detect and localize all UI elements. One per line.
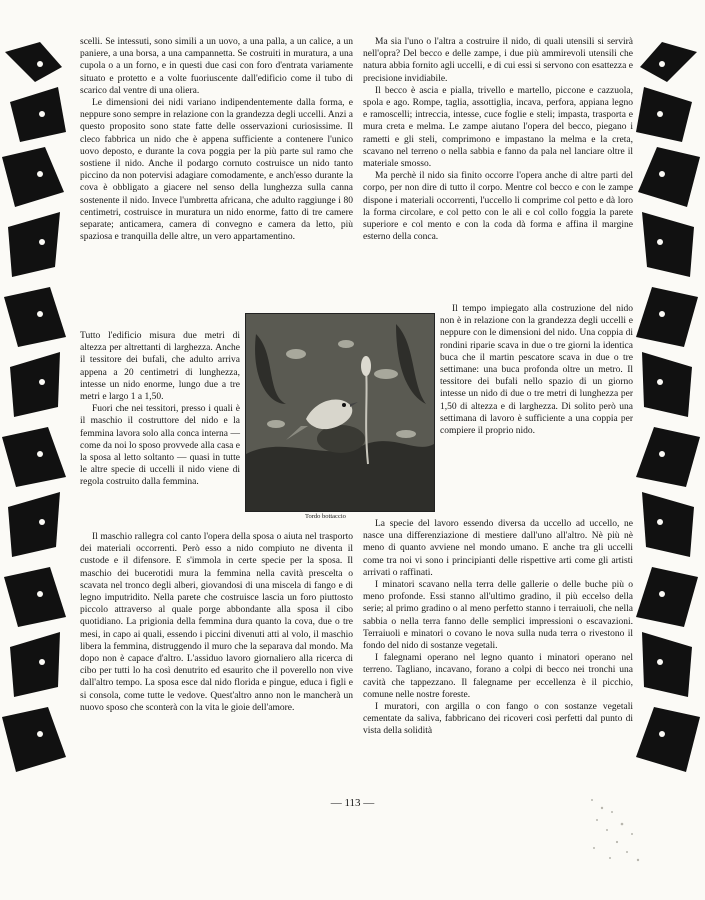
paragraph: Il becco è ascia e pialla, trivello e martello, piccone e cazzuola, spola e ago. Rompe, taglia, assottiglia, incava, perfora, appiana legno e ramoscelli; intreccia, intesse, cuce foglie e steli; impasta, trasporta e mura creta e melma. Le zampe aiutano l'opera del becco, piegano i rametti e gli steli, comprimono e impastano la melma e la creta, scavano nel terreno o nella sabbia e fanno da pala nel lanciare oltre il materiale smosso. (363, 85, 633, 170)
paragraph: Tutto l'edificio misura due metri di altezza per altrettanti di larghezza. Anche il tessitore dei bufali, che adulto arriva appena a 20 centimetri di lunghezza, intesse un nido enorme, lungo due a tre metri e largo 1 a 1,50. (80, 331, 240, 403)
faded-stamp-mark (572, 790, 652, 870)
right-column (363, 36, 633, 243)
paragraph: Ma sia l'uno o l'altra a costruire il nido, di quali utensili si servirà nell'opra? Del becco e delle zampe, i due più ammirevoli utensili che natura abbia fornito agli uccelli, e di cui essi si servono con esattezza e precisione invidiabile. (363, 37, 633, 84)
paragraph: Il maschio rallegra col canto l'opera della sposa o aiuta nel trasporto dei materiali occorrenti. Però esso a nido compiuto ne diventa il custode e il difensore. E s'immola in certe specie per la sposa. Il maschio dei bucerotidi mura la femmina nella cavità prescelta o scavata nel tronco degli alberi, giovandosi di una miscela di fango e di legno imputridito. Nella parete che costruisce lascia un foro piuttosto piccolo attraverso al quale porge abbondante alla sposa il cibo quotidiano. La prigionia della femmina dura quanto la cova, due o tre mesi, in capo ai quali, essendo i piccini divenuti atti al volo, il maschio libera la femmina, distruggendo il muro che la separava dal mondo. Ma dopo non è capace d'altro. L'assiduo lavoro giornaliero alla ricerca di cibo per tutti lo ha così denutrito ed esaurito che il poverello non vive dall'altro tempo. La sposa esce dal nido florida e pingue, educa i figli e si consola, come tutte le vedove. Quest'altro anno non le mancherà un nuovo sposo che sconterà con la vita le gioie dell'amore. (80, 532, 353, 713)
left-wrap-text (80, 330, 240, 489)
paragraph: I muratori, con argilla o con fango o con sostanze vegetali cementate da saliva, fabbricano dei ricoveri così perfetti dal punto di vista della solidità (363, 702, 633, 737)
page-number: — 113 — (330, 797, 375, 809)
paragraph: I minatori scavano nella terra delle gallerie o delle buche più o meno profonde. Essi stanno all'ultimo gradino, il più eccelso della serie; al primo gradino o al meno perfetto stanno i terraiuoli, che nella sabbia o nella terra fanno delle semplici impressioni o escavazioni. Terraiuoli e minatori o covano le nova sulla nuda terra o rivestono il fondo del nido di sostanze vegetali. (363, 580, 633, 652)
paragraph: La specie del lavoro essendo diversa da uccello ad uccello, ne nasce una differenziazione di mestiere dall'uno all'altro. Nè più nè meno di quanto avviene nel mondo umano. E anche tra gli uccelli come tra noi vi sono i principianti delle rispettive arti come gli artisti arrivati o raffinati. (363, 519, 633, 578)
right-wrap-text (440, 303, 633, 437)
photo-caption: Tordo bottaccio (305, 513, 346, 520)
paragraph: I falegnami operano nel legno quanto i minatori operano nel terreno. Tagliano, incavano, forano a colpi di becco nei tronchi una cavità che tappezzano. Il falegname per eccellenza è il picchio, comune nelle nostre foreste. (363, 653, 633, 700)
right-decorative-border (632, 42, 702, 782)
left-column (80, 36, 353, 243)
paragraph: Ma perchè il nido sia finito occorre l'opera anche di altre parti del corpo, per non dire di tutto il corpo. Mentre col becco e con le zampe dispone i materiali occorrenti, l'uccello li comprime col petto e dà loro la forma circolare, e col petto con le ali e col collo foggia la parete superiore e col mento e con la coda dà forma e affina il margine esterno della conca. (363, 171, 633, 243)
paragraph: scelli. Se intessuti, sono simili a un uovo, a una palla, a un calice, a un paniere, a una borsa, a una campannetta. Se costruiti in muratura, a una cupola o a un forno, e in questi due casi con foro d'entrata variamente situato e protetto e a volte fuoriuscente dall'edificio come il tubo di scarico dal ventre di una oliera. (80, 37, 353, 96)
paragraph: Fuori che nei tessitori, presso i quali è il maschio il costruttore del nido e la femmina lavora solo alla conca interna — come da noi lo sposo provvede alla casa e la sposa al letto soltanto — quasi in tutte le altre specie di uccelli il nido viene di regola costruito dalla femmina. (80, 404, 240, 488)
left-decorative-border (0, 42, 70, 782)
bird-nest-photo (245, 313, 435, 512)
paragraph: Le dimensioni dei nidi variano indipendentemente dalla forma, e neppure sono sempre in relazione con la grandezza degli uccelli. Anzi a questo proposito sono state fatte delle osservazioni curiosissime. Il cleco fabbrica un nido che è appena sufficiente a contenere l'unico uovo deposto, e durante la cova poggia per la più parte sul ramo che sostiene il nido. Anche il podargo cornuto costruisce un nido tanto piccino da non potervisi adagiare comodamente, e anch'esso durante la cova è obbligato a giacere nel senso della lunghezza sulla canna sostenente il nido. Invece l'umbretta africana, che adulto raggiunge i 80 centimetri, costruisce in muratura un nido enorme, fatto di tre camere separate; anticamera, camera di convegno e camera da letto, più spaziosa e tranquilla delle altre, un vero appartamentino. (80, 98, 353, 243)
left-column-bottom (80, 531, 353, 714)
bird-illustration (246, 314, 434, 511)
paragraph: Il tempo impiegato alla costruzione del nido non è in relazione con la grandezza degli uccelli e neppure con le dimensioni del nido. Una coppia di rondini riparie scava in due o tre giorni la identica buca che il martin pescatore scava in due o tre settimane: una buca profonda oltre un metro. Il tessitore dei bufali nello spazio di un giorno intesse un nido di due o tre metri di lunghezza per 1,50 di altezza e di larghezza. Di solito però una settimana di lavoro è sufficiente a una coppia per compiere il proprio nido. (440, 304, 633, 437)
right-column-bottom (363, 518, 633, 738)
